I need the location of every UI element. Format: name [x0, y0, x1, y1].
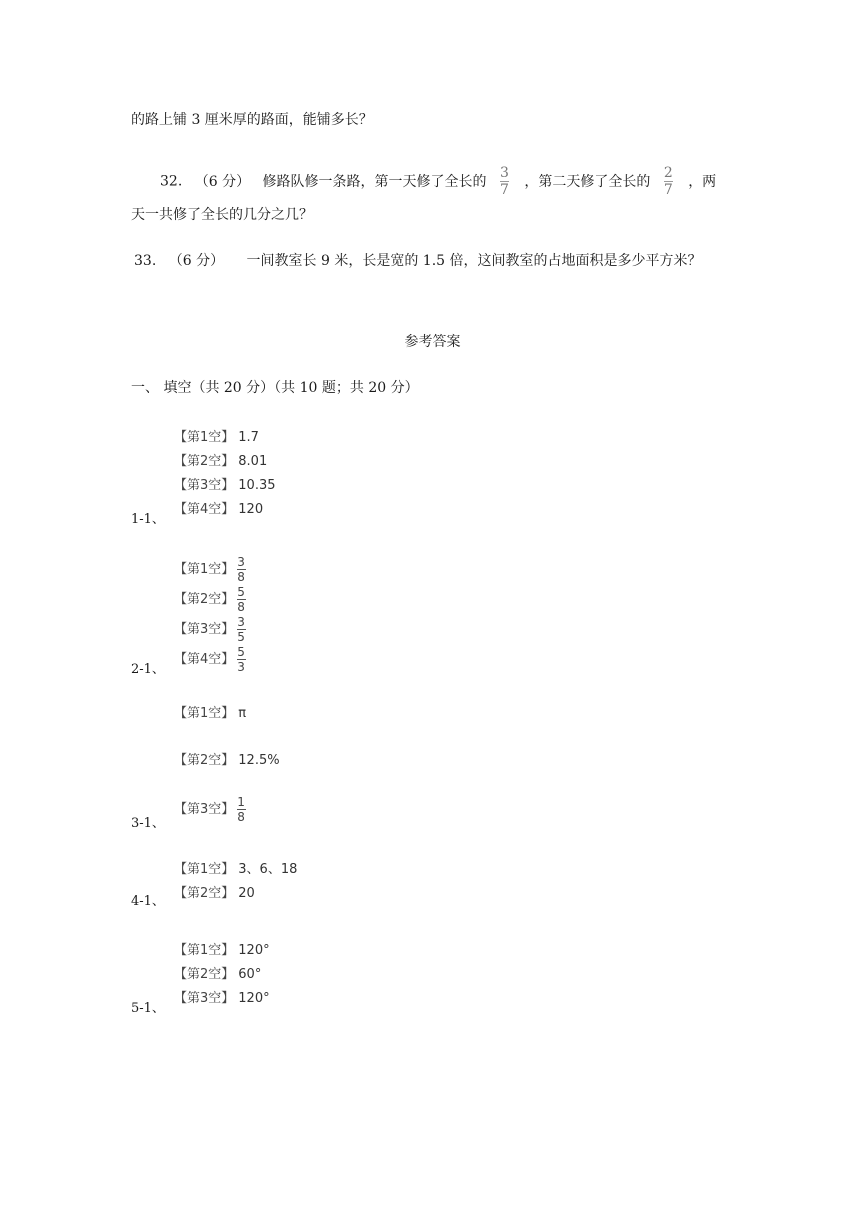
- question-score: （6 分）: [168, 253, 225, 269]
- blank-tag: 【第1空】: [174, 430, 235, 445]
- blank-tag: 【第4空】: [174, 652, 235, 667]
- answer-item: [174, 476, 276, 496]
- blank-value: 8.01: [238, 454, 268, 469]
- fraction-denominator: 7: [663, 182, 673, 198]
- question-text: ，两: [688, 173, 717, 190]
- blank-tag: 【第4空】: [174, 502, 235, 517]
- answer-item: [174, 452, 267, 472]
- blank-tag: 【第2空】: [174, 592, 235, 607]
- question-text: ，第二天修了全长的: [524, 173, 651, 190]
- question-32-line2: 天一共修了全长的几分之几？: [131, 207, 313, 223]
- fraction-numerator: 3: [237, 555, 245, 569]
- blank-value: π: [238, 706, 247, 721]
- question-text: 修路队修一条路，第一天修了全长的: [262, 173, 487, 190]
- fraction-numerator: 3: [499, 165, 509, 181]
- fraction-denominator: 5: [237, 630, 245, 644]
- answer-label: 2-1、: [131, 662, 165, 677]
- blank-tag: 【第1空】: [174, 562, 235, 577]
- answer-item: [174, 556, 248, 583]
- question-text: 一间教室长 9 米，长是宽的 1.5 倍，这间教室的占地面积是多少平方米？: [246, 253, 702, 269]
- fraction-denominator: 7: [499, 182, 509, 198]
- fraction-denominator: 8: [237, 600, 245, 614]
- fraction: [236, 616, 246, 643]
- fraction: [236, 796, 246, 823]
- answers-title: 参考答案: [404, 334, 461, 350]
- fraction: [236, 556, 246, 583]
- answer-label: 5-1、: [131, 1001, 165, 1016]
- blank-tag: 【第1空】: [174, 706, 235, 721]
- answer-item: [174, 989, 270, 1009]
- fraction: [236, 586, 246, 613]
- fraction: [499, 166, 510, 197]
- answer-item: [174, 796, 248, 823]
- blank-value: 20: [238, 886, 255, 901]
- answer-label: 3-1、: [131, 816, 165, 831]
- fraction-numerator: 5: [237, 585, 245, 599]
- blank-tag: 【第2空】: [174, 886, 235, 901]
- answer-item: [174, 616, 248, 643]
- question-31-tail: 的路上铺 3 厘米厚的路面，能铺多长？: [131, 112, 373, 128]
- fraction-denominator: 8: [237, 810, 245, 824]
- blank-value: 120: [238, 502, 264, 517]
- question-score: （6 分）: [194, 173, 251, 190]
- fraction: [663, 166, 674, 197]
- blank-tag: 【第2空】: [174, 967, 235, 982]
- blank-tag: 【第2空】: [174, 753, 235, 768]
- answer-item: [174, 941, 270, 961]
- fraction-numerator: 2: [663, 165, 673, 181]
- blank-value: 120°: [238, 991, 270, 1006]
- blank-tag: 【第3空】: [174, 991, 235, 1006]
- blank-value: 120°: [238, 943, 270, 958]
- answer-item: [174, 586, 248, 613]
- section-heading: 一、 填空（共 20 分）（共 10 题；共 20 分）: [131, 380, 419, 396]
- answer-item: [174, 884, 255, 904]
- blank-value: 12.5%: [238, 753, 280, 768]
- blank-value: 60°: [238, 967, 262, 982]
- fraction-denominator: 3: [237, 660, 245, 674]
- question-number: 33.: [134, 253, 157, 269]
- blank-value: 3、6、18: [238, 862, 298, 877]
- fraction-numerator: 5: [237, 645, 245, 659]
- answer-item: [174, 500, 263, 520]
- blank-tag: 【第1空】: [174, 943, 235, 958]
- answer-label: 4-1、: [131, 894, 165, 909]
- answer-item: [174, 646, 248, 673]
- blank-tag: 【第2空】: [174, 454, 235, 469]
- answer-item: [174, 704, 246, 724]
- question-33: [134, 251, 702, 271]
- blank-value: 10.35: [238, 478, 276, 493]
- answer-item: [174, 860, 297, 880]
- question-number: 32.: [160, 173, 183, 190]
- answer-item: [174, 965, 261, 985]
- fraction-numerator: 1: [237, 795, 245, 809]
- blank-value: 1.7: [238, 430, 259, 445]
- answer-item: [174, 751, 280, 771]
- blank-tag: 【第3空】: [174, 802, 235, 817]
- blank-tag: 【第1空】: [174, 862, 235, 877]
- fraction-numerator: 3: [237, 615, 245, 629]
- blank-tag: 【第3空】: [174, 478, 235, 493]
- answer-label: 1-1、: [131, 512, 165, 527]
- fraction: [236, 646, 246, 673]
- question-32-line1: [160, 166, 716, 197]
- fraction-denominator: 8: [237, 570, 245, 584]
- answer-item: [174, 428, 259, 448]
- blank-tag: 【第3空】: [174, 622, 235, 637]
